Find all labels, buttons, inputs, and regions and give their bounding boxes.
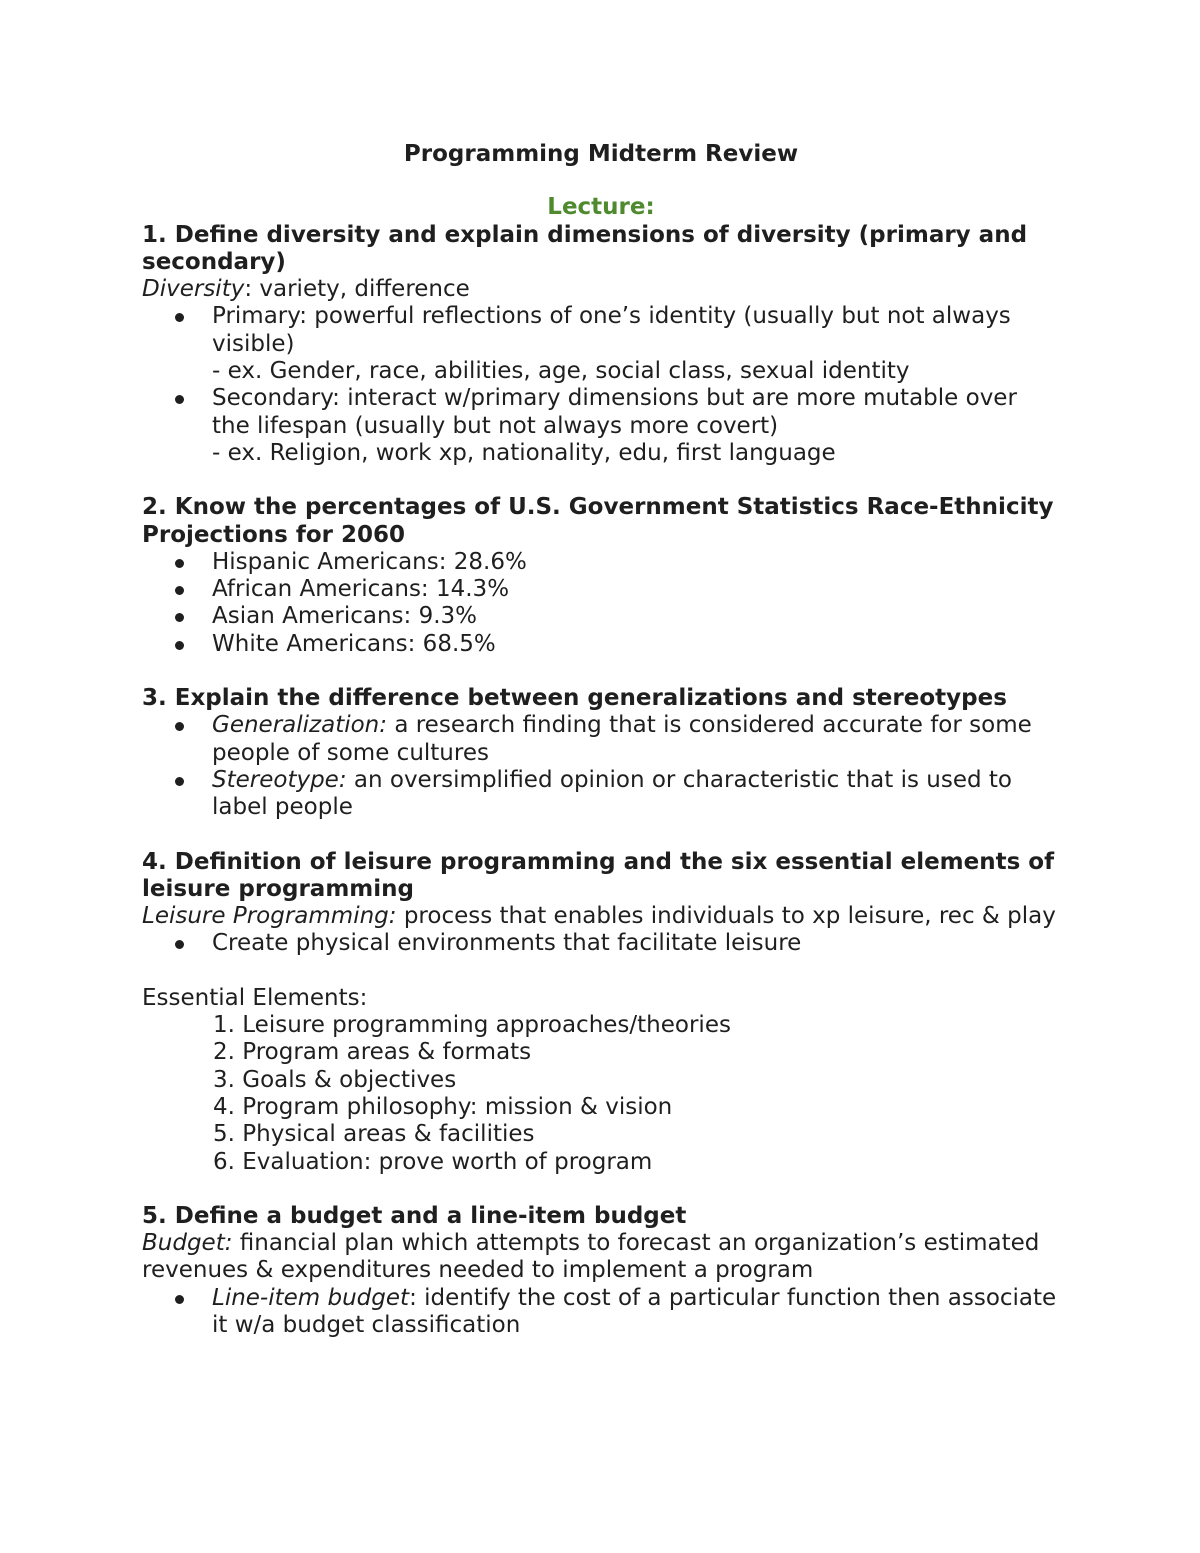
diversity-dimensions-list	[142, 303, 1060, 358]
diversity-definition	[142, 276, 1060, 303]
generalization-text: a research finding that is considered accurate for some people of some cultures	[212, 712, 1032, 766]
page-title: Programming Midterm Review	[403, 141, 799, 167]
list-item	[142, 385, 1060, 440]
primary-example: - ex. Gender, race, abilities, age, social class, sexual identity	[212, 358, 910, 385]
question-4-heading: 4. Definition of leisure programming and the six essential elements of leisure programming	[142, 848, 1055, 902]
list-item: 4. Program philosophy: mission & vision	[213, 1093, 673, 1120]
spacer	[142, 822, 1060, 849]
question-2-heading: 2. Know the percentages of U.S. Government Statistics Race-Ethnicity Projections for 2060	[142, 494, 1054, 548]
spacer	[142, 958, 1060, 985]
list-item: African Americans: 14.3%	[142, 576, 1060, 603]
primary-dimension-text: Primary: powerful reflections of one’s identity (usually but not always visible)	[212, 303, 1011, 357]
essential-elements-label: Essential Elements:	[142, 984, 368, 1011]
generalization-stereotype-list	[142, 712, 1060, 821]
budget-term: Budget:	[142, 1230, 233, 1257]
line-item-budget-term: Line-item budget	[212, 1284, 410, 1311]
list-item: Hispanic Americans: 28.6%	[142, 549, 1060, 576]
list-item: 1. Leisure programming approaches/theories	[213, 1012, 731, 1039]
question-1-heading: 1. Define diversity and explain dimensions of diversity (primary and secondary)	[142, 221, 1028, 275]
question-3-heading: 3. Explain the difference between generalizations and stereotypes	[142, 685, 1007, 712]
budget-definition-text: financial plan which attempts to forecast an organization’s estimated revenues & expenditures needed to implement a program	[142, 1230, 1040, 1284]
list-item: White Americans: 68.5%	[142, 631, 1060, 658]
generalization-term: Generalization:	[212, 712, 388, 739]
list-item: Asian Americans: 9.3%	[142, 603, 1060, 630]
stereotype-term: Stereotype:	[212, 766, 347, 793]
list-item: 6. Evaluation: prove worth of program	[213, 1148, 653, 1175]
leisure-programming-text: process that enables individuals to xp leisure, rec & play	[396, 903, 1056, 930]
spacer	[142, 467, 1060, 494]
diversity-definition-text: : variety, difference	[244, 276, 470, 303]
secondary-dimension-text: Secondary: interact w/primary dimensions but are more mutable over the lifespan (usually but not always more covert)	[212, 385, 1017, 439]
diversity-dimensions-list-secondary	[142, 385, 1060, 440]
list-item	[142, 767, 1060, 822]
list-item: 3. Goals & objectives	[213, 1066, 457, 1093]
spacer	[142, 1176, 1060, 1203]
projections-list	[142, 549, 1060, 658]
question-5-heading: 5. Define a budget and a line-item budget	[142, 1202, 687, 1229]
leisure-programming-definition	[142, 903, 1060, 930]
stereotype-text: an oversimplified opinion or characteristic that is used to label people	[212, 766, 1012, 821]
line-item-budget-text: : identify the cost of a particular function then associate it w/a budget classification	[212, 1284, 1057, 1338]
budget-definition	[142, 1230, 1060, 1285]
list-item: 2. Program areas & formats	[213, 1039, 532, 1066]
leisure-bullets	[142, 930, 1060, 957]
budget-bullets	[142, 1285, 1060, 1340]
list-item: 5. Physical areas & facilities	[213, 1121, 535, 1148]
essential-elements-list	[142, 1012, 1060, 1176]
list-item	[142, 303, 1060, 358]
secondary-example: - ex. Religion, work xp, nationality, edu, first language	[212, 439, 836, 466]
spacer	[142, 658, 1060, 685]
list-item	[142, 1285, 1060, 1340]
diversity-term: Diversity	[142, 276, 245, 303]
list-item: Create physical environments that facilitate leisure	[142, 930, 1060, 957]
leisure-programming-term: Leisure Programming:	[142, 903, 397, 930]
lecture-heading: Lecture:	[547, 194, 655, 221]
list-item	[142, 712, 1060, 767]
